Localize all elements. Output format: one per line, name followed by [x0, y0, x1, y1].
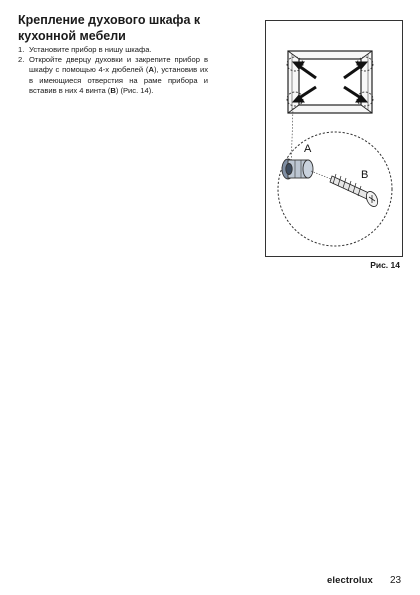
step-text-part: ) (Рис. 14). [115, 85, 154, 95]
section-title [18, 12, 218, 44]
step-number: 1. [18, 45, 25, 54]
label-b: B [361, 169, 369, 181]
screw-drawing [330, 174, 380, 208]
screw-ref-letter: B [110, 85, 116, 95]
step-text-part: ), установив их в имеющиеся отверстия на раме прибора и вставив в них 4 винта ( [29, 65, 209, 95]
title-line-1: Крепление духового шкафа к [18, 13, 201, 27]
mounting-illustration [266, 21, 402, 256]
instruction-steps [18, 45, 208, 96]
figure-14 [265, 20, 403, 257]
label-a: A [304, 143, 312, 155]
step-text [29, 45, 208, 55]
title-line-2: кухонной мебели [18, 29, 126, 43]
page-number: 23 [390, 575, 402, 586]
figure-caption: Рис. 14 [370, 260, 400, 270]
detail-view [278, 108, 392, 246]
step-number: 2. [18, 55, 25, 65]
step-text-part: Установите прибор в нишу шкафа. [29, 45, 152, 54]
brand-logo-text: electrolux [327, 575, 373, 586]
step-2 [18, 55, 208, 96]
step-text [29, 55, 208, 96]
step-text-part: Откройте дверцу духовки и закрепите прибор в шкафу с помощью 4-х дюбелей ( [29, 55, 208, 75]
dowel-ref-letter: A [148, 65, 154, 75]
step-1 [18, 45, 208, 55]
dowel-drawing [282, 159, 313, 179]
